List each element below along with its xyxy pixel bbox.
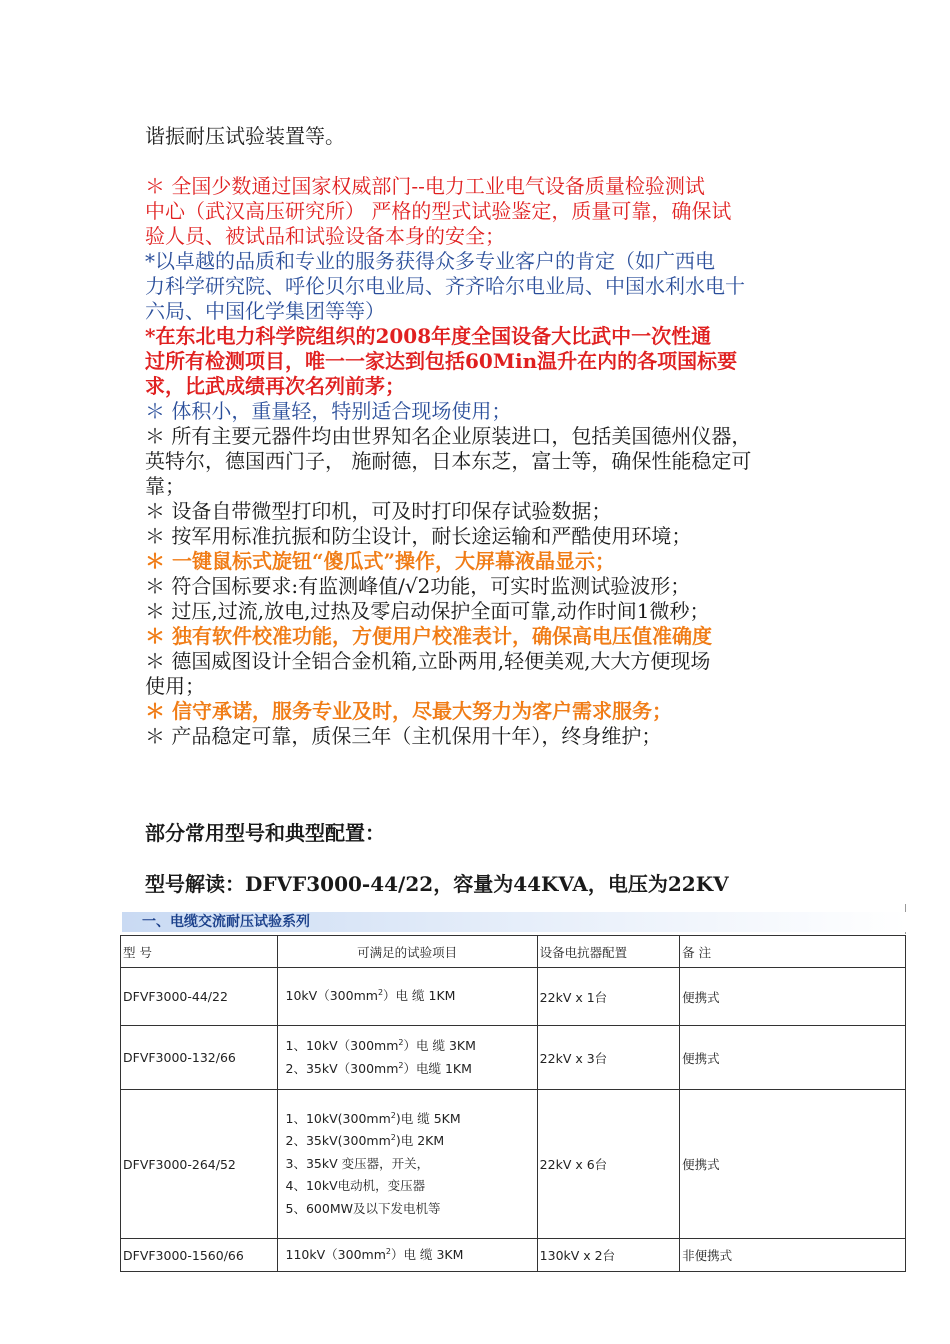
feature-line: ＊ 体积小，重量轻，特别适合现场使用；: [145, 399, 512, 423]
intro-line: 谐振耐压试验装置等。: [145, 124, 345, 148]
cell-items: [277, 968, 537, 1026]
feature-line: 力科学研究院、呼伦贝尔电业局、齐齐哈尔电业局、中国水利水电十: [145, 274, 745, 298]
feature-line: ＊ 所有主要元器件均由世界知名企业原装进口，包括美国德州仪器，: [145, 424, 752, 448]
feature-line: ＊ 德国威图设计全铝合金机箱,立卧两用,轻便美观,大大方便现场: [145, 649, 711, 673]
feature-line: ＊ 设备自带微型打印机，可及时打印保存试验数据；: [145, 499, 612, 523]
table-row: [121, 1090, 906, 1239]
test-item-text: 2、35kV（300mm: [285, 1060, 399, 1076]
feature-line: 过所有检测项目，唯一一家达到包括60Min温升在内的各项国标要: [145, 349, 738, 373]
feature-line: 使用；: [145, 674, 205, 698]
test-item-text: 10kV（300mm: [285, 988, 378, 1004]
feature-line: *以卓越的品质和专业的服务获得众多专业客户的肯定（如广西电: [145, 249, 715, 273]
cell-items: [277, 1090, 537, 1239]
feature-line: 中心（武汉高压研究所） 严格的型式试验鉴定，质量可靠，确保试: [145, 199, 732, 223]
model-explanation: 型号解读：DFVF3000-44/22，容量为44KVA，电压为22KV: [145, 872, 729, 896]
table-header-row: [121, 936, 906, 968]
feature-line: 验人员、被试品和试验设备本身的安全；: [145, 224, 505, 248]
models-heading: 部分常用型号和典型配置：: [145, 821, 385, 845]
superscript: 2: [390, 1133, 396, 1143]
test-item-text: 110kV（300mm: [285, 1246, 386, 1262]
feature-line: ＊ 全国少数通过国家权威部门--电力工业电气设备质量检验测试: [145, 174, 705, 198]
test-item: [280, 1153, 535, 1176]
table-row: [121, 1239, 906, 1272]
feature-line: 英特尔，德国西门子， 施耐德，日本东芝，富士等，确保性能稳定可: [145, 449, 752, 473]
cell-note: 便携式: [680, 1026, 906, 1090]
cell-model: DFVF3000-44/22: [121, 968, 278, 1026]
cell-model: DFVF3000-264/52: [121, 1090, 278, 1239]
feature-line: ＊ 信守承诺，服务专业及时，尽最大努力为客户需求服务；: [145, 699, 672, 723]
feature-line: ＊ 一键鼠标式旋钮“傻瓜式”操作，大屏幕液晶显示；: [145, 549, 615, 573]
test-item-text: )电 2KM: [395, 1133, 445, 1149]
header-model: 型 号: [121, 936, 278, 968]
feature-line: *在东北电力科学院组织的2008年度全国设备大比武中一次性通: [145, 324, 712, 348]
test-item: [280, 1035, 535, 1058]
table-body: [121, 968, 906, 1272]
spec-table: [120, 935, 906, 1272]
test-item-text: ）电 缆 3KM: [403, 1038, 476, 1053]
feature-line: 靠；: [145, 474, 185, 498]
test-item: [280, 1244, 535, 1267]
superscript: 2: [398, 1060, 404, 1070]
table-row: [121, 1026, 906, 1090]
feature-line: ＊ 按军用标准抗振和防尘设计，耐长途运输和严酷使用环境；: [145, 524, 692, 548]
cell-reactor: 22kV x 3台: [537, 1026, 679, 1090]
test-item-text: ）电缆 1KM: [403, 1060, 472, 1076]
feature-line: ＊ 独有软件校准功能，方便用户校准表计，确保高电压值准确度: [145, 624, 712, 648]
header-note: 备 注: [680, 936, 906, 968]
table-row: [121, 968, 906, 1026]
test-item: [280, 1130, 535, 1153]
test-item: [280, 1198, 535, 1221]
test-item-text: 1、10kV(300mm: [285, 1110, 391, 1126]
cell-model: DFVF3000-132/66: [121, 1026, 278, 1090]
series-title: 一、电缆交流耐压试验系列: [122, 912, 908, 932]
feature-line: ＊ 符合国标要求:有监测峰值/√2功能，可实时监测试验波形；: [145, 574, 691, 598]
header-reactor: 设备电抗器配置: [537, 936, 679, 968]
test-item-text: 3、35kV 变压器，开关，: [285, 1155, 430, 1171]
test-item-text: ）电 缆 1KM: [383, 988, 456, 1004]
cell-items: [277, 1239, 537, 1272]
header-items: 可满足的试验项目: [277, 936, 537, 968]
feature-line: ＊ 产品稳定可靠，质保三年（主机保用十年），终身维护；: [145, 724, 662, 748]
test-item-text: 2、35kV(300mm: [285, 1133, 391, 1149]
cell-reactor: 130kV x 2台: [537, 1239, 679, 1272]
feature-line: 六局、中国化学集团等等）: [145, 299, 385, 323]
test-item-text: ）电 缆 3KM: [391, 1246, 464, 1262]
cell-reactor: 22kV x 1台: [537, 968, 679, 1026]
cell-model: DFVF3000-1560/66: [121, 1239, 278, 1272]
superscript: 2: [377, 988, 384, 998]
cell-reactor: 22kV x 6台: [537, 1090, 679, 1239]
test-item: [280, 1175, 535, 1198]
test-item-text: )电 缆 5KM: [395, 1110, 461, 1126]
feature-line: ＊ 过压,过流,放电,过热及零启动保护全面可靠,动作时间1微秒；: [145, 599, 710, 623]
superscript: 2: [385, 1246, 391, 1256]
test-item-text: 4、10kV电动机，变压器: [285, 1178, 426, 1194]
cell-note: 非便携式: [680, 1239, 906, 1272]
test-item: [280, 1058, 535, 1081]
cell-items: [277, 1026, 537, 1090]
test-item: [280, 985, 535, 1008]
superscript: 2: [390, 1110, 396, 1120]
feature-line: 求，比武成绩再次名列前茅；: [145, 374, 405, 398]
cell-note: 便携式: [680, 1090, 906, 1239]
superscript: 2: [398, 1037, 404, 1047]
cell-note: 便携式: [680, 968, 906, 1026]
test-item-text: 1、10kV（300mm: [285, 1038, 399, 1053]
test-item: [280, 1108, 535, 1131]
test-item-text: 5、600MW及以下发电机等: [285, 1200, 441, 1216]
